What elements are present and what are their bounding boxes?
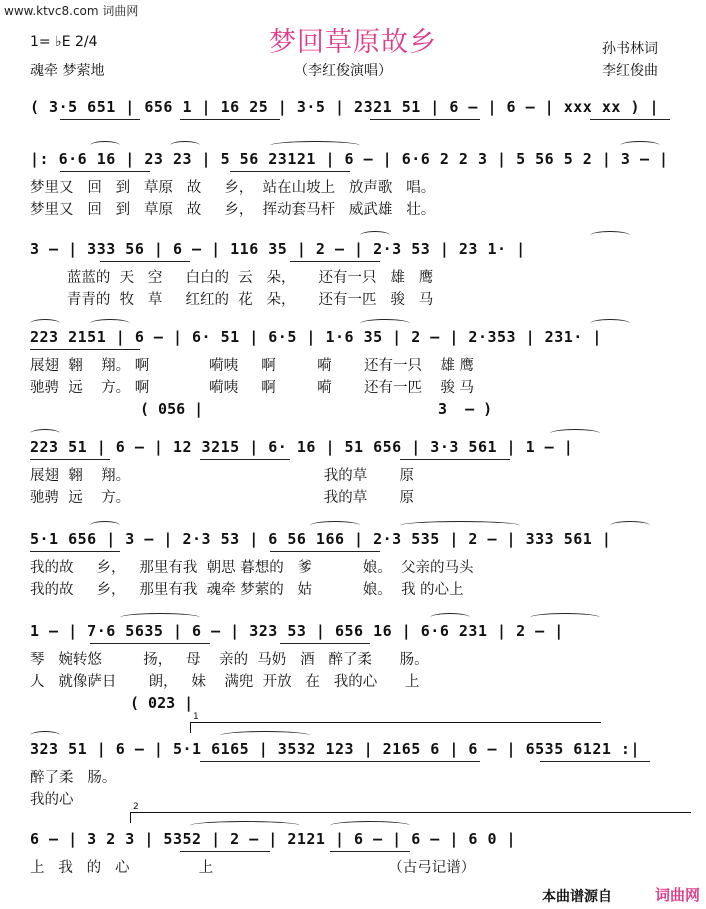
beam-line	[270, 551, 380, 552]
song-title: 梦回草原故乡	[269, 27, 437, 58]
beam-line	[30, 459, 110, 460]
subtitle-left: 魂牵 梦萦地	[30, 63, 105, 79]
interlude-notes: ( 056 | 3 – )	[140, 400, 493, 418]
slur	[90, 141, 120, 150]
score-system-chorus	[30, 530, 694, 600]
slur	[430, 613, 470, 622]
slur	[610, 521, 650, 530]
volta-bracket-1: 1	[190, 722, 601, 733]
beam-line	[290, 261, 380, 262]
slur	[170, 141, 200, 150]
lyricist-credit: 孙书林词	[602, 41, 658, 57]
slur	[530, 613, 600, 622]
jianpu-notes: 223 2151 | 6 – | 6· 51 | 6·5 | 1·6 35 | 2 – | 2·353 | 231· |	[30, 328, 602, 346]
beam-line	[400, 459, 510, 460]
footer-source: 本曲谱源自	[542, 889, 612, 905]
jianpu-notes: 1 – | 7·6 5635 | 6 – | 323 53 | 656 16 | 6·6 231 | 2 – |	[30, 622, 564, 640]
lyrics-line-2: 我的心	[30, 792, 74, 808]
lyrics-line-1: 醉了柔 肠。	[30, 770, 117, 786]
slur	[190, 821, 300, 830]
beam-line	[200, 761, 480, 762]
slur	[270, 141, 360, 150]
slur	[220, 731, 310, 740]
lyrics-line-1: 梦里又 回 到 草原 故 乡， 站在山坡上 放声歌 唱。	[30, 180, 436, 196]
jianpu-notes: |: 6·6 16 | 23 23 | 5 56 23121 | 6 – | 6·6 2 2 3 | 5 56 5 2 | 3 – |	[30, 150, 669, 168]
lyrics-line-1: 展翅 翱 翔。 啊 嗬咦 啊 嗬 还有一只 雄 鹰	[30, 358, 475, 374]
score-system-intro	[30, 98, 694, 128]
slur	[400, 521, 520, 530]
slur	[310, 521, 360, 530]
jianpu-notes: 323 51 | 6 – | 5·1 6165 | 3532 123 | 2165 6 | 6 – | 6535 6121 :|	[30, 740, 640, 758]
beam-line	[30, 551, 120, 552]
slur	[360, 319, 410, 328]
beam-line	[60, 171, 150, 172]
slur	[90, 319, 130, 328]
lyrics-line-2: 驰骋 远 方。 啊 嗬咦 啊 嗬 还有一匹 骏 马	[30, 380, 475, 396]
lyrics-line-1: 琴 婉转悠 扬， 母 亲的 马奶 酒 醉了柔 肠。	[30, 652, 429, 668]
score-system-verse	[30, 438, 694, 508]
lyrics-line-1: 我的故 乡， 那里有我 朝思 暮想的 爹 娘。 父亲的马头	[30, 560, 474, 576]
lyrics-line-1: 上 我 的 心 上 （古弓记谱）	[30, 860, 476, 876]
slur	[330, 821, 410, 830]
lyrics-line-2: 青青的 牧 草 红红的 花 朵， 还有一匹 骏 马	[30, 292, 434, 308]
slur	[590, 319, 630, 328]
slur	[30, 429, 60, 438]
beam-line	[200, 459, 290, 460]
jianpu-notes: 223 51 | 6 – | 12 3215 | 6· 16 | 51 656 | 3·3 561 | 1 – |	[30, 438, 574, 456]
slur	[360, 231, 390, 240]
key-signature: 1= ♭E 2/4	[30, 34, 98, 50]
beam-line	[590, 119, 670, 120]
slur	[590, 231, 630, 240]
score-system-ending-1	[30, 712, 694, 808]
beam-line	[90, 643, 210, 644]
score-system-verse	[30, 150, 694, 220]
lyrics-line-1: 展翅 翱 翔。 我的草 原	[30, 468, 415, 484]
composer-credit: 李红俊曲	[602, 63, 658, 79]
slur	[120, 613, 200, 622]
slur	[620, 141, 660, 150]
beam-line	[280, 643, 370, 644]
site-watermark: www.ktvc8.com 词曲网	[4, 4, 139, 18]
beam-line	[60, 119, 140, 120]
jianpu-notes: 5·1 656 | 3 – | 2·3 53 | 6 56 166 | 2·3 535 | 2 – | 333 561 |	[30, 530, 612, 548]
beam-line	[30, 349, 140, 350]
lyrics-line-1: 蓝蓝的 天 空 白白的 云 朵， 还有一只 雄 鹰	[30, 270, 434, 286]
beam-line	[100, 261, 190, 262]
lyrics-line-2: 驰骋 远 方。 我的草 原	[30, 490, 415, 506]
singer-credit: （李红俊演唱）	[294, 63, 392, 79]
slur	[30, 731, 60, 740]
jianpu-notes: 6 – | 3 2 3 | 5352 | 2 – | 2121 | 6 – | 6 – | 6 0 |	[30, 830, 517, 848]
slur	[30, 319, 60, 328]
score-system-verse	[30, 328, 694, 420]
lyrics-line-2: 梦里又 回 到 草原 故 乡， 挥动套马杆 威武雄 壮。	[30, 202, 436, 218]
slur	[90, 521, 120, 530]
lyrics-line-2: 人 就像萨日 朗， 妹 满兜 开放 在 我的心 上	[30, 674, 420, 690]
interlude-notes: ( 023 |	[130, 694, 194, 712]
volta-bracket-2: 2	[130, 812, 691, 823]
beam-line	[370, 119, 480, 120]
score-system-verse	[30, 240, 694, 310]
beam-line	[180, 851, 270, 852]
jianpu-notes: 3 – | 333 56 | 6 – | 116 35 | 2 – | 2·3 53 | 23 1· |	[30, 240, 526, 258]
slur	[550, 429, 600, 438]
footer-logo[interactable]: 词曲网	[654, 886, 700, 904]
beam-line	[230, 171, 350, 172]
beam-line	[180, 119, 280, 120]
jianpu-notes: ( 3·5 651 | 656 1 | 16 25 | 3·5 | 2321 51 | 6 – | 6 – | xxx xx ) |	[30, 98, 660, 116]
beam-line	[540, 761, 650, 762]
lyrics-line-2: 我的故 乡， 那里有我 魂牵 梦萦的 姑 娘。 我 的心上	[30, 582, 464, 598]
beam-line	[330, 851, 410, 852]
score-system-ending-2	[30, 802, 694, 880]
score-system-chorus	[30, 622, 694, 714]
